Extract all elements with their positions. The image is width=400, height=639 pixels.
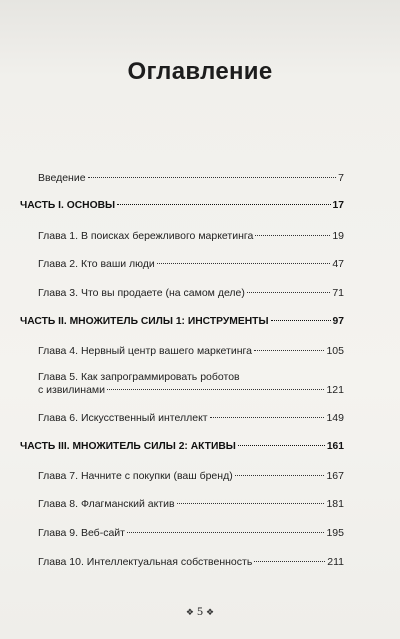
- toc-label: Глава 7. Начните с покупки (ваш бренд): [38, 470, 233, 482]
- toc-label: ЧАСТЬ II. МНОЖИТЕЛЬ СИЛЫ 1: ИНСТРУМЕНТЫ: [20, 316, 269, 327]
- toc-entry: [38, 287, 344, 299]
- dot-leader: [107, 389, 324, 390]
- toc-entry: [38, 470, 344, 482]
- toc-label: ЧАСТЬ III. МНОЖИТЕЛЬ СИЛЫ 2: АКТИВЫ: [20, 441, 236, 452]
- dot-leader: [255, 235, 330, 236]
- toc-label: Глава 4. Нервный центр вашего маркетинга: [38, 345, 252, 357]
- toc-part-entry: [20, 316, 344, 327]
- toc-entry: [38, 556, 344, 568]
- toc-label: Глава 8. Флагманский актив: [38, 498, 175, 510]
- page-number: 5: [197, 604, 203, 618]
- dot-leader: [254, 350, 325, 351]
- toc-label: Введение: [38, 172, 86, 184]
- dot-leader: [238, 445, 325, 446]
- toc-entry: [38, 258, 344, 270]
- dot-leader: [88, 177, 337, 178]
- toc-entry: [38, 412, 344, 424]
- toc-page-number: 211: [327, 556, 344, 568]
- dot-leader: [210, 417, 325, 418]
- toc-page-number: 97: [332, 316, 344, 327]
- toc-entry: [38, 345, 344, 357]
- toc-entry: [38, 230, 344, 242]
- toc-entry: [38, 384, 344, 396]
- toc-part-entry: [20, 200, 344, 211]
- toc-page-number: 195: [326, 527, 344, 539]
- toc-entry-line1: Глава 5. Как запрограммировать роботов: [38, 371, 240, 383]
- toc-label: Глава 9. Веб-сайт: [38, 527, 125, 539]
- toc-label: с извилинами: [38, 384, 106, 396]
- toc-page-number: 181: [326, 498, 344, 510]
- toc-entry: [38, 172, 344, 184]
- ornament-icon: ❖: [185, 607, 194, 617]
- dot-leader: [157, 263, 331, 264]
- toc-label: ЧАСТЬ I. ОСНОВЫ: [20, 200, 116, 211]
- page-footer: [0, 604, 400, 619]
- toc-page-number: 149: [326, 412, 344, 424]
- dot-leader: [254, 561, 325, 562]
- toc-label: Глава 6. Искусственный интеллект: [38, 412, 208, 424]
- page-title: Оглавление: [127, 58, 273, 85]
- toc-page-number: 71: [332, 287, 344, 299]
- toc-part-entry: [20, 441, 344, 452]
- toc-page-number: 7: [338, 172, 344, 184]
- toc-page-number: 167: [326, 470, 344, 482]
- toc-page-number: 47: [332, 258, 344, 270]
- toc-page-number: 17: [332, 200, 344, 211]
- toc-label: Глава 2. Кто ваши люди: [38, 258, 155, 270]
- dot-leader: [117, 204, 330, 205]
- toc-entry: [38, 527, 344, 539]
- toc-page-number: 105: [326, 345, 344, 357]
- ornament-icon: ❖: [206, 607, 215, 617]
- toc-page-number: 121: [326, 384, 344, 396]
- toc-label: Глава 3. Что вы продаете (на самом деле): [38, 287, 245, 299]
- dot-leader: [235, 475, 325, 476]
- toc-label: Глава 10. Интеллектуальная собственность: [38, 556, 253, 568]
- dot-leader: [177, 503, 325, 504]
- dot-leader: [247, 292, 330, 293]
- toc-page-number: 19: [332, 230, 344, 242]
- dot-leader: [271, 320, 331, 321]
- toc-entry: [38, 498, 344, 510]
- dot-leader: [127, 532, 325, 533]
- toc-page-number: 161: [326, 441, 344, 452]
- toc-label: Глава 1. В поисках бережливого маркетинга: [38, 230, 254, 242]
